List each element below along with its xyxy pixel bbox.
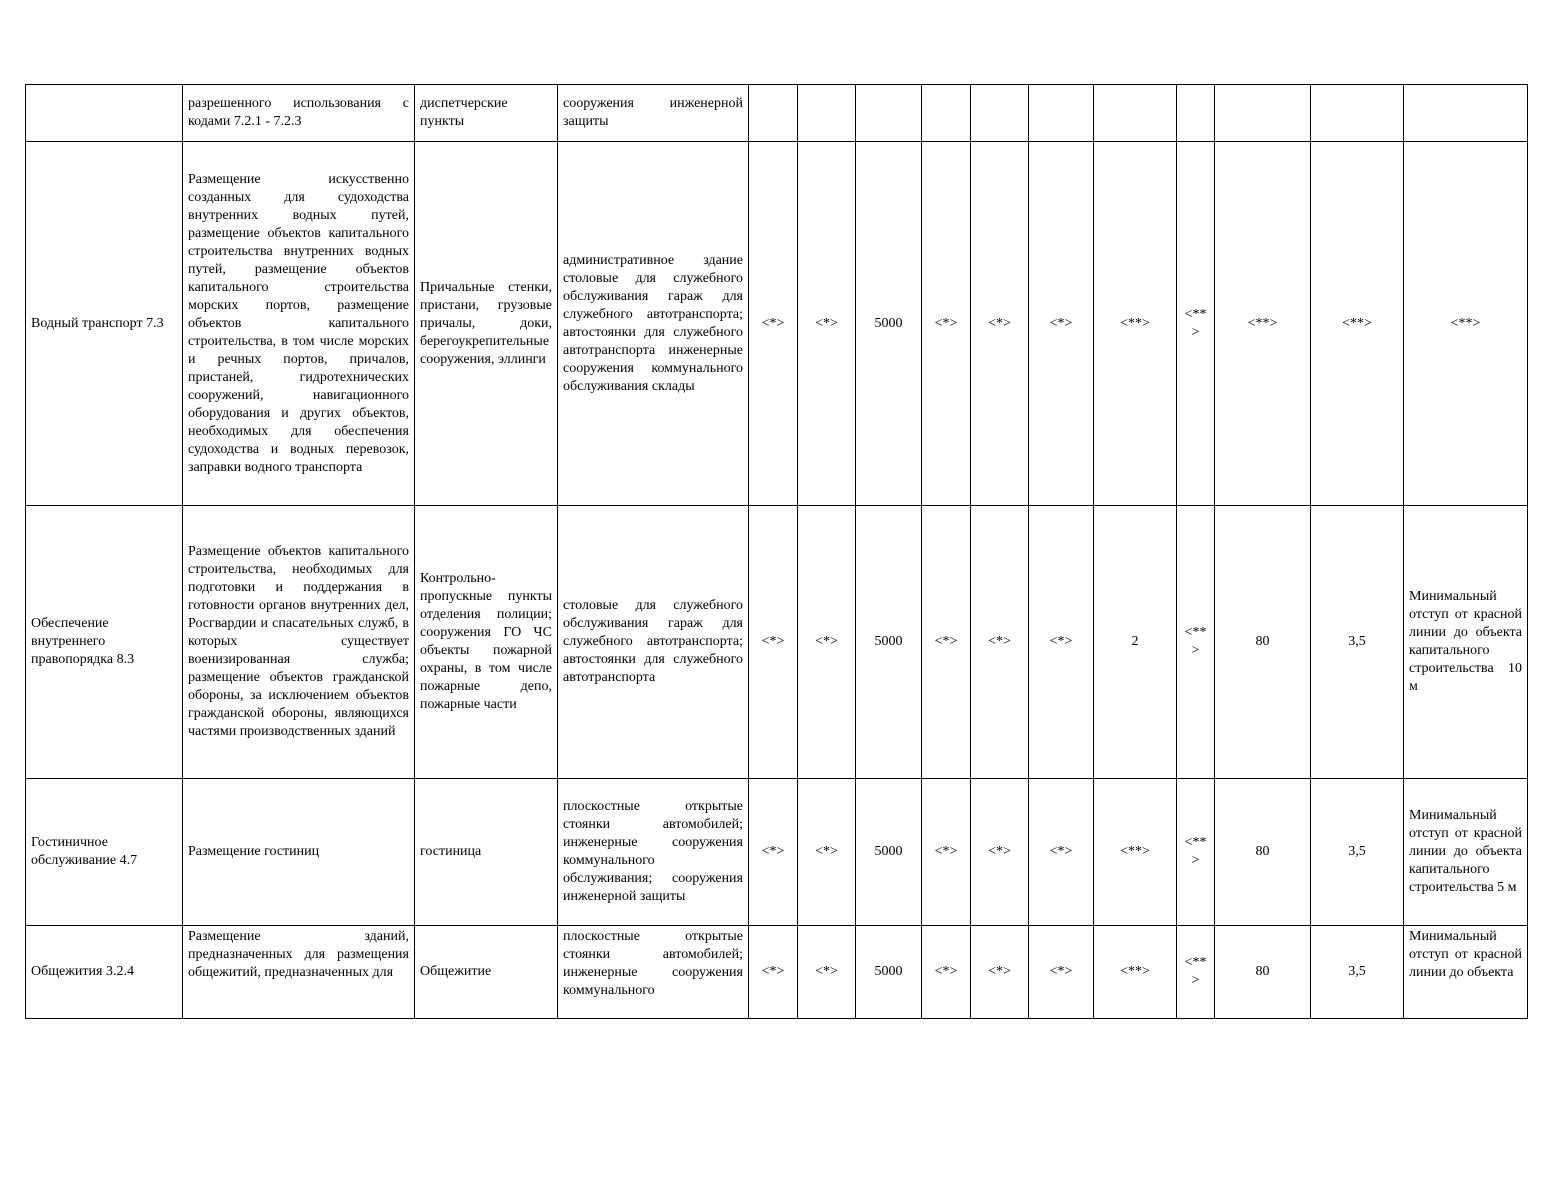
param-5-cell <box>971 85 1029 142</box>
param-2-cell: <*> <box>798 926 856 1019</box>
param-7-cell: 2 <box>1094 506 1177 779</box>
param-9-cell: 80 <box>1215 926 1311 1019</box>
param-3-cell: 5000 <box>856 926 922 1019</box>
table-row <box>26 506 1528 779</box>
param-5-cell: <*> <box>971 142 1029 506</box>
param-4-cell <box>922 85 971 142</box>
description-cell: Размещение искусственно созданных для судоходства внутренних водных путей, размещение объектов капитального строительства внутренних водных путей, размещение объектов капитального строительства морских портов, размещение объектов капитального строительства, в том числе морских и речных портов, причалов, пристаней, гидротехнических сооружений, навигационного оборудования и других объектов, необходимых для обеспечения судоходства и водных перевозок, заправки водного транспорта <box>183 142 415 506</box>
note-cell: Минимальный отступ от красной линии до объекта капитального строительства 5 м <box>1404 779 1528 926</box>
table-row <box>26 926 1528 1019</box>
note-cell <box>1404 85 1528 142</box>
description-cell: Размещение гостиниц <box>183 779 415 926</box>
auxiliary-use-cell: плоскостные открытые стоянки автомобилей; инженерные сооружения коммунального обслуживания; сооружения инженерной защиты <box>558 779 749 926</box>
auxiliary-use-cell: административное здание столовые для служебного обслуживания гараж для служебного автотранспорта; автостоянки для служебного автотранспорта инженерные сооружения коммунального обслуживания склады <box>558 142 749 506</box>
note-cell: Минимальный отступ от красной линии до объекта <box>1404 926 1528 1019</box>
param-9-cell: 80 <box>1215 779 1311 926</box>
param-4-cell: <*> <box>922 926 971 1019</box>
param-2-cell: <*> <box>798 506 856 779</box>
param-4-cell: <*> <box>922 779 971 926</box>
param-10-cell <box>1311 85 1404 142</box>
param-9-cell: <**> <box>1215 142 1311 506</box>
main-use-cell: Причальные стенки, пристани, грузовые причалы, доки, берегоукрепительные сооружения, эллинги <box>415 142 558 506</box>
param-1-cell: <*> <box>749 779 798 926</box>
land-use-name-cell <box>26 85 183 142</box>
auxiliary-use-cell: сооружения инженерной защиты <box>558 85 749 142</box>
param-2-cell <box>798 85 856 142</box>
param-7-cell: <**> <box>1094 926 1177 1019</box>
param-1-cell <box>749 85 798 142</box>
main-use-cell: диспетчерские пункты <box>415 85 558 142</box>
param-10-cell: 3,5 <box>1311 926 1404 1019</box>
main-use-cell: Общежитие <box>415 926 558 1019</box>
table-row <box>26 142 1528 506</box>
param-9-cell: 80 <box>1215 506 1311 779</box>
param-3-cell: 5000 <box>856 779 922 926</box>
param-7-cell: <**> <box>1094 779 1177 926</box>
description-cell: Размещение зданий, предназначенных для размещения общежитий, предназначенных для <box>183 926 415 1019</box>
param-8-cell: <** > <box>1177 142 1215 506</box>
land-use-name-cell: Общежития 3.2.4 <box>26 926 183 1019</box>
param-8-cell: <** > <box>1177 506 1215 779</box>
land-use-name-cell: Обеспечение внутреннего правопорядка 8.3 <box>26 506 183 779</box>
param-4-cell: <*> <box>922 142 971 506</box>
param-9-cell <box>1215 85 1311 142</box>
param-4-cell: <*> <box>922 506 971 779</box>
param-8-cell: <** > <box>1177 926 1215 1019</box>
description-cell: Размещение объектов капитального строительства, необходимых для подготовки и поддержания в готовности органов внутренних дел, Росгвардии и спасательных служб, в которых существует военизированная служба; размещение объектов гражданской обороны, за исключением объектов гражданской обороны, являющихся частями производственных зданий <box>183 506 415 779</box>
main-use-cell: Контрольно-пропускные пункты отделения полиции; сооружения ГО ЧС объекты пожарной охраны, в том числе пожарные депо, пожарные части <box>415 506 558 779</box>
zoning-regulations-table <box>25 84 1528 1019</box>
param-5-cell: <*> <box>971 926 1029 1019</box>
table-row <box>26 85 1528 142</box>
param-8-cell: <** > <box>1177 779 1215 926</box>
description-cell: разрешенного использования с кодами 7.2.1 - 7.2.3 <box>183 85 415 142</box>
auxiliary-use-cell: столовые для служебного обслуживания гараж для служебного автотранспорта; автостоянки для служебного автотранспорта <box>558 506 749 779</box>
table-row <box>26 779 1528 926</box>
param-3-cell <box>856 85 922 142</box>
land-use-name-cell: Гостиничное обслуживание 4.7 <box>26 779 183 926</box>
param-3-cell: 5000 <box>856 142 922 506</box>
param-3-cell: 5000 <box>856 506 922 779</box>
param-6-cell: <*> <box>1029 142 1094 506</box>
note-cell: <**> <box>1404 142 1528 506</box>
param-10-cell: 3,5 <box>1311 506 1404 779</box>
param-8-cell <box>1177 85 1215 142</box>
auxiliary-use-cell: плоскостные открытые стоянки автомобилей; инженерные сооружения коммунального <box>558 926 749 1019</box>
param-7-cell <box>1094 85 1177 142</box>
param-5-cell: <*> <box>971 506 1029 779</box>
land-use-name-cell: Водный транспорт 7.3 <box>26 142 183 506</box>
param-1-cell: <*> <box>749 506 798 779</box>
param-10-cell: <**> <box>1311 142 1404 506</box>
main-use-cell: гостиница <box>415 779 558 926</box>
param-6-cell: <*> <box>1029 779 1094 926</box>
param-5-cell: <*> <box>971 779 1029 926</box>
param-6-cell: <*> <box>1029 926 1094 1019</box>
param-1-cell: <*> <box>749 926 798 1019</box>
param-7-cell: <**> <box>1094 142 1177 506</box>
param-2-cell: <*> <box>798 142 856 506</box>
param-6-cell <box>1029 85 1094 142</box>
param-10-cell: 3,5 <box>1311 779 1404 926</box>
note-cell: Минимальный отступ от красной линии до объекта капитального строительства 10 м <box>1404 506 1528 779</box>
param-6-cell: <*> <box>1029 506 1094 779</box>
param-1-cell: <*> <box>749 142 798 506</box>
param-2-cell: <*> <box>798 779 856 926</box>
